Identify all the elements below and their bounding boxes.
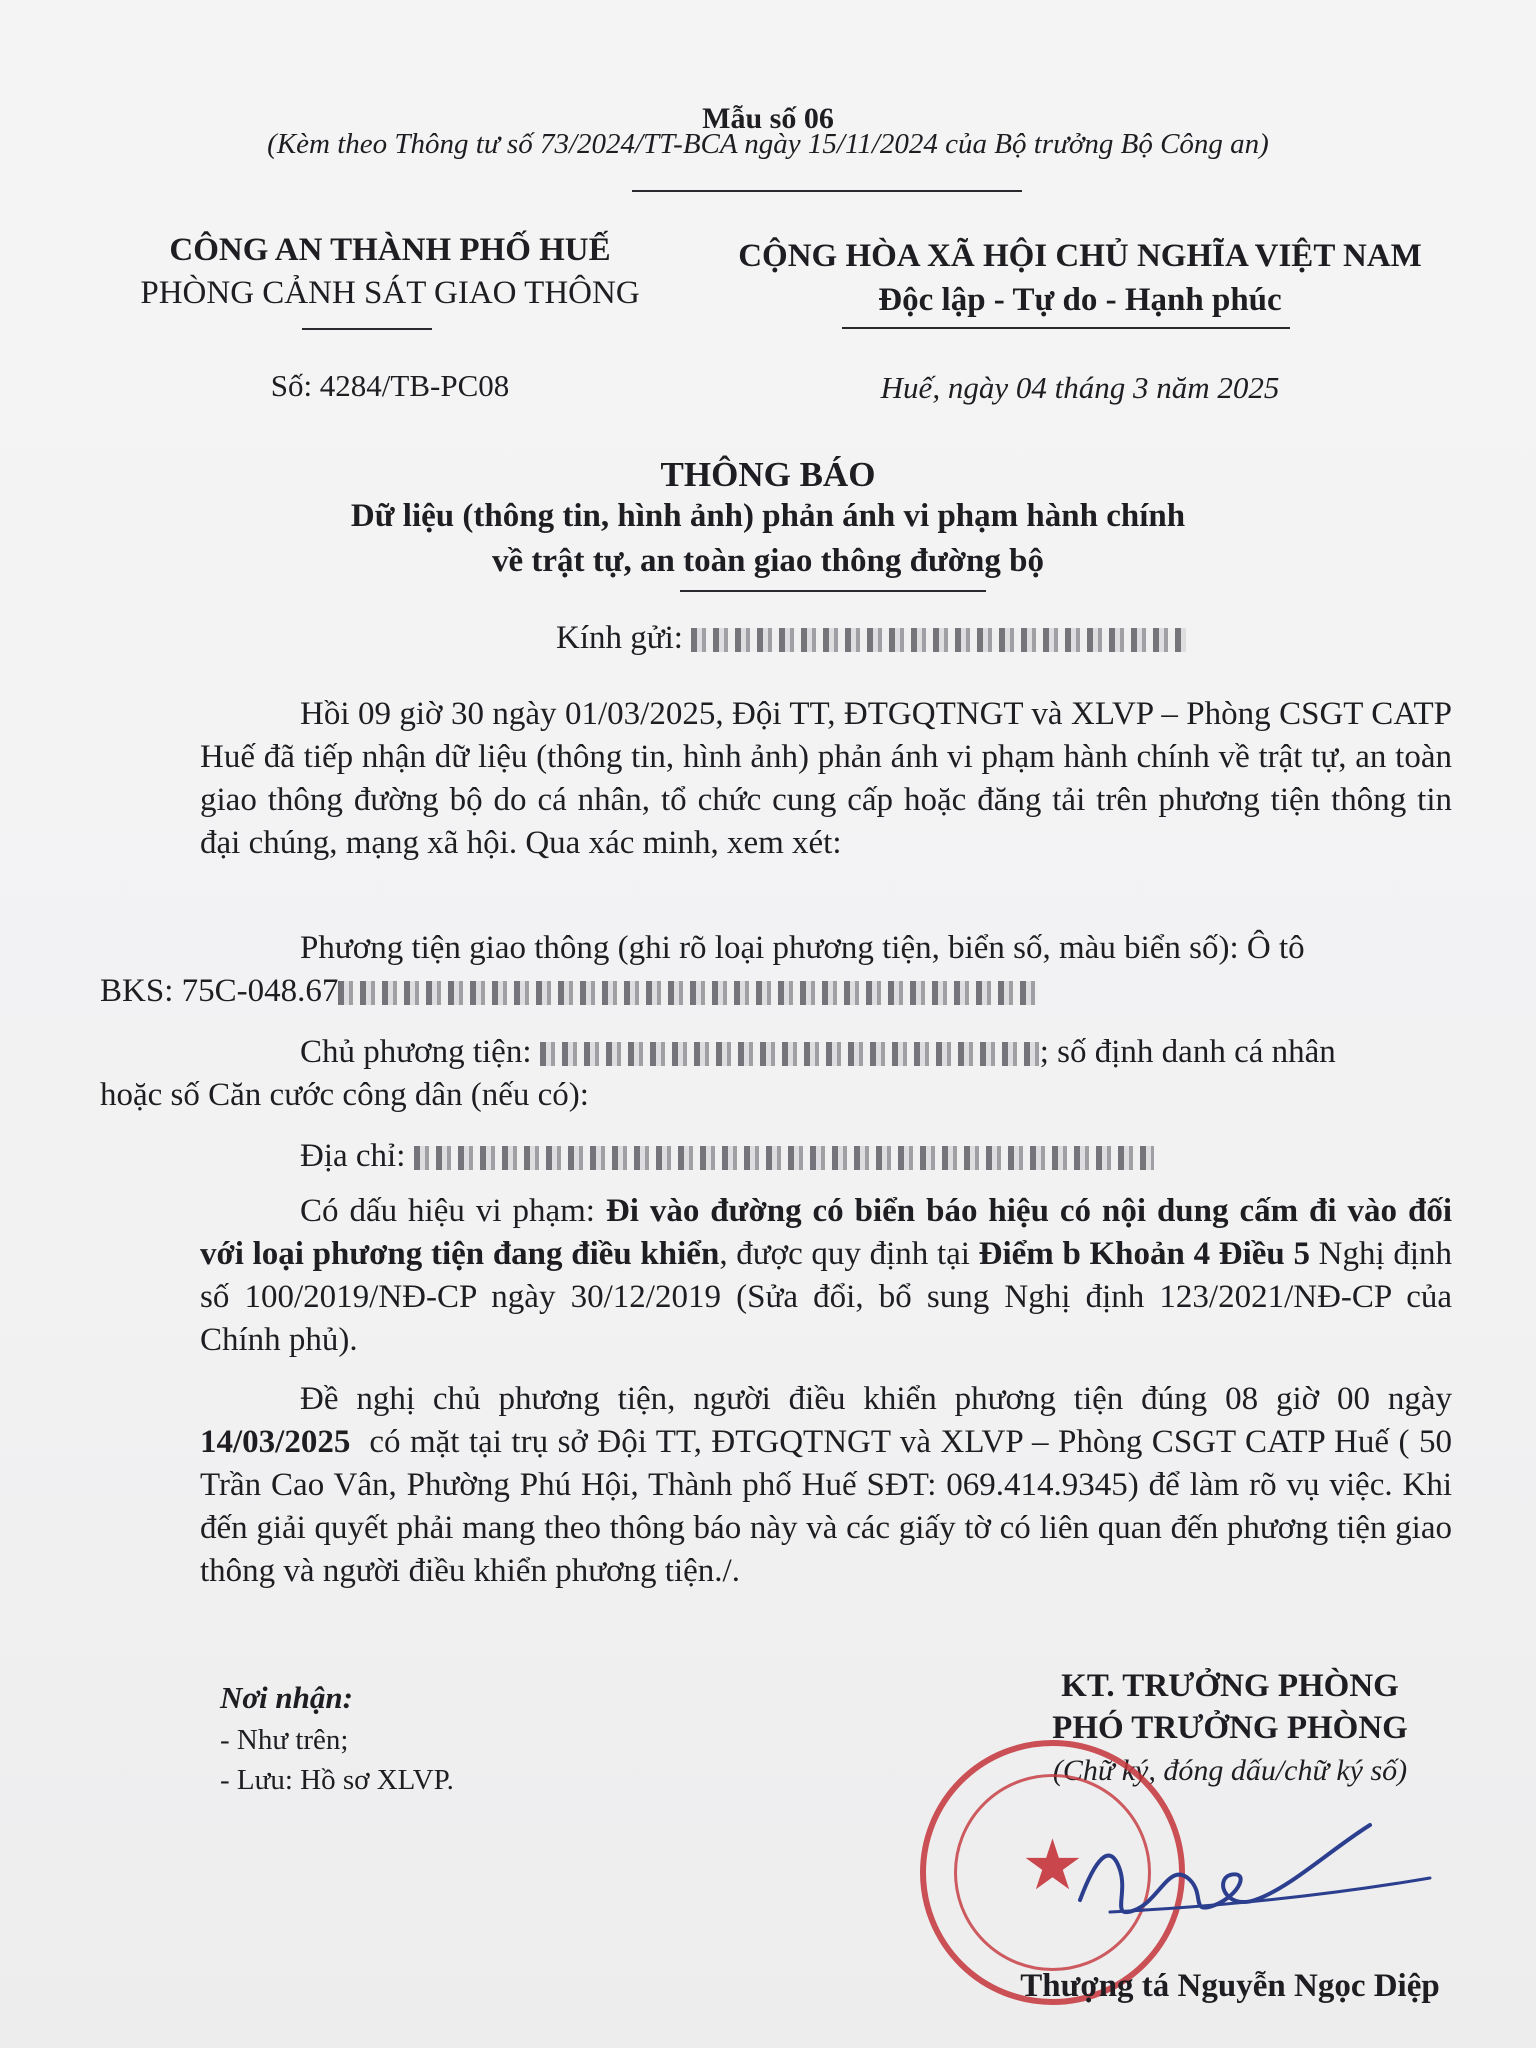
owner-text xyxy=(100,1031,1452,1117)
request-start: Đề nghị chủ phương tiện, người điều khiển phương tiện đúng 08 giờ 00 ngày xyxy=(300,1381,1452,1417)
violation-intro: Có dấu hiệu vi phạm: xyxy=(300,1193,606,1229)
form-number: Mẫu số 06 xyxy=(702,102,834,135)
violation-paragraph xyxy=(200,1190,1452,1362)
motto-underline xyxy=(842,327,1290,329)
issuer-department: PHÒNG CẢNH SÁT GIAO THÔNG xyxy=(140,275,640,311)
recipient-item-2: - Lưu: Hồ sơ XLVP. xyxy=(220,1764,454,1796)
issuer-name: CÔNG AN THÀNH PHỐ HUẾ xyxy=(169,232,611,268)
document-title: THÔNG BÁO xyxy=(660,455,876,494)
request-date: 14/03/2025 xyxy=(200,1424,351,1460)
address-label: Địa chỉ: xyxy=(300,1138,406,1174)
form-ref-underline xyxy=(632,190,1022,192)
national-title: CỘNG HÒA XÃ HỘI CHỦ NGHĨA VIỆT NAM xyxy=(738,238,1422,274)
intro-paragraph xyxy=(200,693,1452,865)
recipients-title: Nơi nhận: xyxy=(220,1680,353,1715)
redacted-recipient xyxy=(691,628,1186,652)
violation-description: Đi vào đường có biển báo hiệu có nội dung cấm đi vào đối với loại phương tiện đang điều khiển xyxy=(200,1193,1452,1272)
signature-note: (Chữ ký, đóng dấu/chữ ký số) xyxy=(1052,1754,1408,1787)
violation-decree: Nghị định số 100/2019/NĐ-CP ngày 30/12/2019 (Sửa đổi, bổ sung Nghị định 123/2021/NĐ-CP của Chính phủ). xyxy=(200,1236,1452,1358)
violation-article: Điểm b Khoản 4 Điều 5 xyxy=(978,1236,1310,1272)
document-number: Số: 4284/TB-PC08 xyxy=(270,368,510,403)
owner-id-note: hoặc số Căn cước công dân (nếu có): xyxy=(100,1077,589,1113)
vehicle-paragraph xyxy=(100,927,1452,1013)
request-details: có mặt tại trụ sở Đội TT, ĐTGQTNGT và XLVP – Phòng CSGT CATP Huế ( 50 Trần Cao Vân, Phường Phú Hội, Thành phố Huế SĐT: 069.414.9345) để làm rõ vụ việc. Khi đến giải quyết phải mang theo thông báo này và các giấy tờ có liên quan đến phương tiện giao thông và người điều khiển phương tiện./. xyxy=(200,1424,1461,1589)
stamp-star-icon: ★ xyxy=(1021,1824,1084,1906)
handwritten-signature xyxy=(1040,1800,1460,1940)
redacted-owner-name xyxy=(540,1042,1040,1066)
form-reference: (Kèm theo Thông tư số 73/2024/TT-BCA ngày 15/11/2024 của Bộ trưởng Bộ Công an) xyxy=(267,128,1269,160)
owner-label: Chủ phương tiện: xyxy=(300,1034,532,1070)
request-paragraph xyxy=(200,1378,1461,1593)
address-paragraph xyxy=(200,1135,1452,1178)
vehicle-plate: BKS: 75C-048.67 xyxy=(100,973,339,1009)
owner-id-label: ; số định danh cá nhân xyxy=(1039,1034,1336,1070)
vehicle-text xyxy=(100,927,1452,1013)
recipient-line xyxy=(556,620,1186,657)
request-text xyxy=(200,1378,1461,1593)
signature-title-1: KT. TRƯỞNG PHÒNG xyxy=(1061,1668,1399,1704)
signature-title-2: PHÓ TRƯỞNG PHÒNG xyxy=(1052,1710,1408,1746)
signer-name: Thượng tá Nguyễn Ngọc Diệp xyxy=(1020,1968,1440,2004)
issuer-underline xyxy=(302,328,432,330)
redacted-vehicle-info xyxy=(338,981,1038,1005)
national-motto: Độc lập - Tự do - Hạnh phúc xyxy=(878,282,1282,318)
recipient-item-1: - Như trên; xyxy=(220,1724,349,1756)
document-subtitle-1: Dữ liệu (thông tin, hình ảnh) phản ánh vi phạm hành chính xyxy=(350,498,1186,534)
intro-text: Hồi 09 giờ 30 ngày 01/03/2025, Đội TT, ĐTGQTNGT và XLVP – Phòng CSGT CATP Huế đã tiếp nhận dữ liệu (thông tin, hình ảnh) phản ánh vi phạm hành chính về trật tự, an toàn giao thông đường bộ do cá nhân, tổ chức cung cấp hoặc đăng tải trên phương tiện thông tin đại chúng, mạng xã hội. Qua xác minh, xem xét: xyxy=(200,696,1452,861)
recipient-label: Kính gửi: xyxy=(556,620,683,656)
vehicle-label: Phương tiện giao thông (ghi rõ loại phương tiện, biển số, màu biển số): Ô tô xyxy=(300,930,1305,966)
redacted-address xyxy=(414,1146,1154,1170)
address-text xyxy=(200,1135,1452,1178)
title-underline xyxy=(680,590,986,592)
violation-text xyxy=(200,1190,1452,1362)
document-subtitle-2: về trật tự, an toàn giao thông đường bộ xyxy=(491,543,1044,579)
place-date: Huế, ngày 04 tháng 3 năm 2025 xyxy=(880,370,1280,405)
owner-paragraph xyxy=(100,1031,1452,1117)
violation-mid: , được quy định tại xyxy=(719,1236,979,1272)
